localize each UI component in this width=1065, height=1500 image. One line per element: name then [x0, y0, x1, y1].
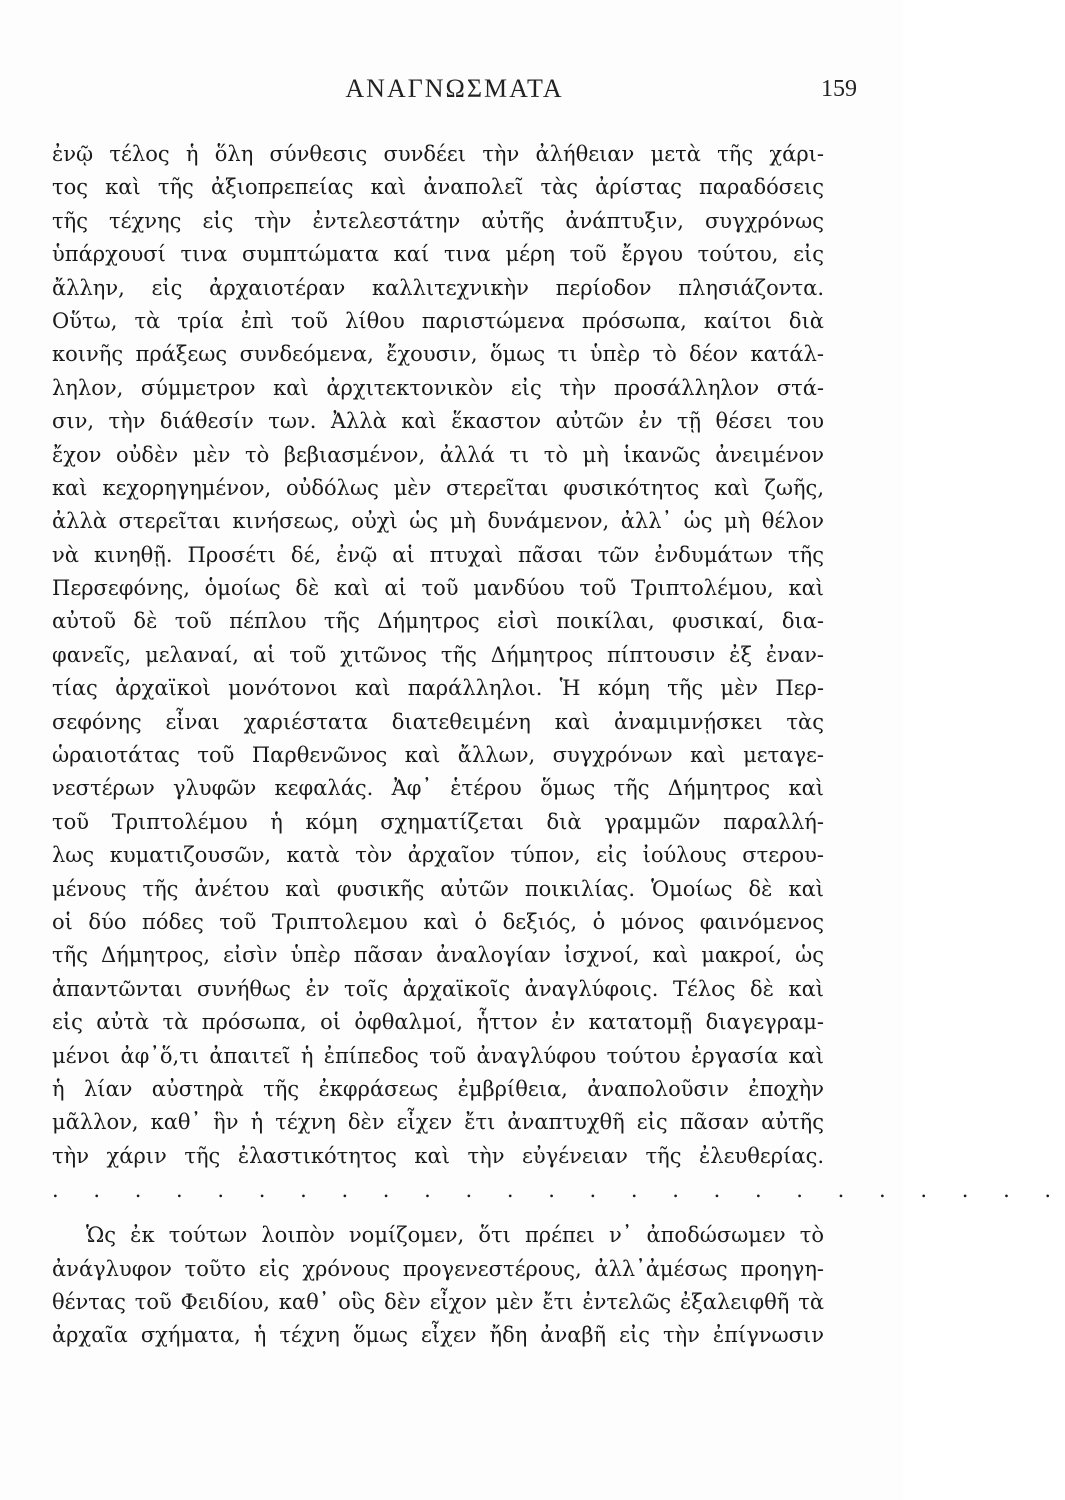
text-line: λως κυματιζουσῶν, κατὰ τὸν ἀρχαῖον τύπον, εἰς ἰούλους στερου-: [52, 843, 824, 868]
text-line: σιν, τὴν διάθεσίν των. Ἀλλὰ καὶ ἕκαστον αὐτῶν ἐν τῇ θέσει του: [52, 409, 824, 434]
text-line: ἡ λίαν αὐστηρὰ τῆς ἐκφράσεως ἐμβρίθεια, ἀναπολοῦσιν ἐποχὴν: [52, 1076, 824, 1101]
text-line: ληλον, σύμμετρον καὶ ἀρχιτεκτονικὸν εἰς τὴν προσάλληλον στά-: [52, 375, 824, 400]
text-line: σεφόνης εἶναι χαριέστατα διατεθειμένη καὶ ἀναμιμνῄσκει τὰς: [52, 709, 824, 734]
text-line: τὴν χάριν τῆς ἐλαστικότητος καὶ τὴν εὐγένειαν τῆς ἐλευθερίας.: [52, 1143, 824, 1168]
text-line: εἰς αὐτὰ τὰ πρόσωπα, οἱ ὀφθαλμοί, ἧττον ἐν κατατομῇ διαγεγραμ-: [52, 1010, 824, 1035]
running-title: ΑΝΑΓΝΩΣΜΑΤΑ: [345, 74, 564, 103]
text-line: μένους τῆς ἀνέτου καὶ φυσικῆς αὐτῶν ποικιλίας. Ὁμοίως δὲ καὶ: [52, 876, 824, 901]
paragraph-1: [52, 138, 824, 1173]
text-line: ἀρχαῖα σχήματα, ἡ τέχνη ὅμως εἶχεν ἤδη ἀναβῆ εἰς τὴν ἐπίγνωσιν: [52, 1323, 824, 1348]
text-line: νὰ κινηθῇ. Προσέτι δέ, ἐνῷ αἱ πτυχαὶ πᾶσαι τῶν ἐνδυμάτων τῆς: [52, 542, 824, 567]
text-line: ἀλλὰ στερεῖται κινήσεως, οὐχὶ ὡς μὴ δυνάμενον, ἀλλ᾽ ὡς μὴ θέλον: [52, 509, 824, 534]
page-number: 159: [821, 76, 857, 102]
text-line: τος καὶ τῆς ἀξιοπρεπείας καὶ ἀναπολεῖ τὰς ἀρίστας παραδόσεις: [52, 175, 824, 200]
text-line: θέντας τοῦ Φειδίου, καθ᾽ οὓς δὲν εἶχον μὲν ἔτι ἐντελῶς ἐξαλειφθῆ τὰ: [52, 1289, 824, 1314]
text-line: μᾶλλον, καθ᾽ ἣν ἡ τέχνη δὲν εἶχεν ἔτι ἀναπτυχθῆ εἰς πᾶσαν αὐτῆς: [52, 1110, 824, 1135]
text-line: ἐνῷ τέλος ἡ ὅλη σύνθεσις συνδέει τὴν ἀλήθειαν μετὰ τῆς χάρι-: [52, 142, 824, 166]
running-header: [52, 74, 857, 114]
text-line: τῆς Δήμητρος, εἰσὶν ὑπὲρ πᾶσαν ἀναλογίαν ἰσχνοί, καὶ μακροί, ὡς: [52, 943, 824, 968]
text-line: οἱ δύο πόδες τοῦ Τριπτολεμου καὶ ὁ δεξιός, ὁ μόνος φαινόμενος: [52, 909, 824, 934]
text-line: Περσεφόνης, ὁμοίως δὲ καὶ αἱ τοῦ μανδύου τοῦ Τριπτολέμου, καὶ: [52, 576, 824, 601]
text-line: τοῦ Τριπτολέμου ἡ κόμη σχηματίζεται διὰ γραμμῶν παραλλή-: [52, 809, 824, 834]
paragraph-2: [52, 1219, 824, 1353]
text-line: καὶ κεχορηγημένον, οὐδόλως μὲν στερεῖται φυσικότητος καὶ ζωῆς,: [52, 475, 824, 500]
text-line: ὡραιοτάτας τοῦ Παρθενῶνος καὶ ἄλλων, συγχρόνων καὶ μεταγε-: [52, 743, 824, 768]
text-line: ἔχον οὐδὲν μὲν τὸ βεβιασμένον, ἀλλά τι τὸ μὴ ἱκανῶς ἀνειμένον: [52, 442, 824, 467]
text-line: Ὡς ἐκ τούτων λοιπὸν νομίζομεν, ὅτι πρέπει ν᾽ ἀποδώσωμεν τὸ: [86, 1223, 824, 1248]
text-line: ὑπάρχουσί τινα συμπτώματα καί τινα μέρη τοῦ ἔργου τούτου, εἰς: [52, 242, 824, 267]
text-line: κοινῆς πράξεως συνδεόμενα, ἔχουσιν, ὅμως τι ὑπὲρ τὸ δέον κατάλ-: [52, 342, 824, 367]
text-line: τῆς τέχνης εἰς τὴν ἐντελεστάτην αὐτῆς ἀνάπτυξιν, συγχρόνως: [52, 208, 824, 233]
text-line: νεστέρων γλυφῶν κεφαλάς. Ἀφ᾽ ἑτέρου ὅμως τῆς Δήμητρος καὶ: [52, 776, 824, 801]
text-line: αὐτοῦ δὲ τοῦ πέπλου τῆς Δήμητρος εἰσὶ ποικίλαι, φυσικαί, δια-: [52, 609, 824, 634]
body-text: [52, 138, 1065, 1353]
section-separator: . . . . . . . . . . . . . . . . . . . . . . . . .: [52, 1178, 1065, 1203]
text-line: μένοι ἀφ᾽ὅ,τι ἀπαιτεῖ ἡ ἐπίπεδος τοῦ ἀναγλύφου τούτου ἐργασία καὶ: [52, 1043, 824, 1068]
text-line: ἄλλην, εἰς ἀρχαιοτέραν καλλιτεχνικὴν περίοδον πλησιάζοντα.: [52, 275, 824, 300]
text-line: φανεῖς, μελαναί, αἱ τοῦ χιτῶνος τῆς Δήμητρος πίπτουσιν ἐξ ἐναν-: [52, 642, 824, 667]
text-line: τίας ἀρχαϊκοὶ μονότονοι καὶ παράλληλοι. Ἡ κόμη τῆς μὲν Περ-: [52, 676, 824, 701]
text-line: ἀπαντῶνται συνήθως ἐν τοῖς ἀρχαϊκοῖς ἀναγλύφοις. Τέλος δὲ καὶ: [52, 976, 824, 1001]
text-line: Οὕτω, τὰ τρία ἐπὶ τοῦ λίθου παριστώμενα πρόσωπα, καίτοι διὰ: [52, 308, 824, 333]
text-line: ἀνάγλυφον τοῦτο εἰς χρόνους προγενεστέρους, ἀλλ᾽ἀμέσως προηγη-: [52, 1256, 824, 1281]
